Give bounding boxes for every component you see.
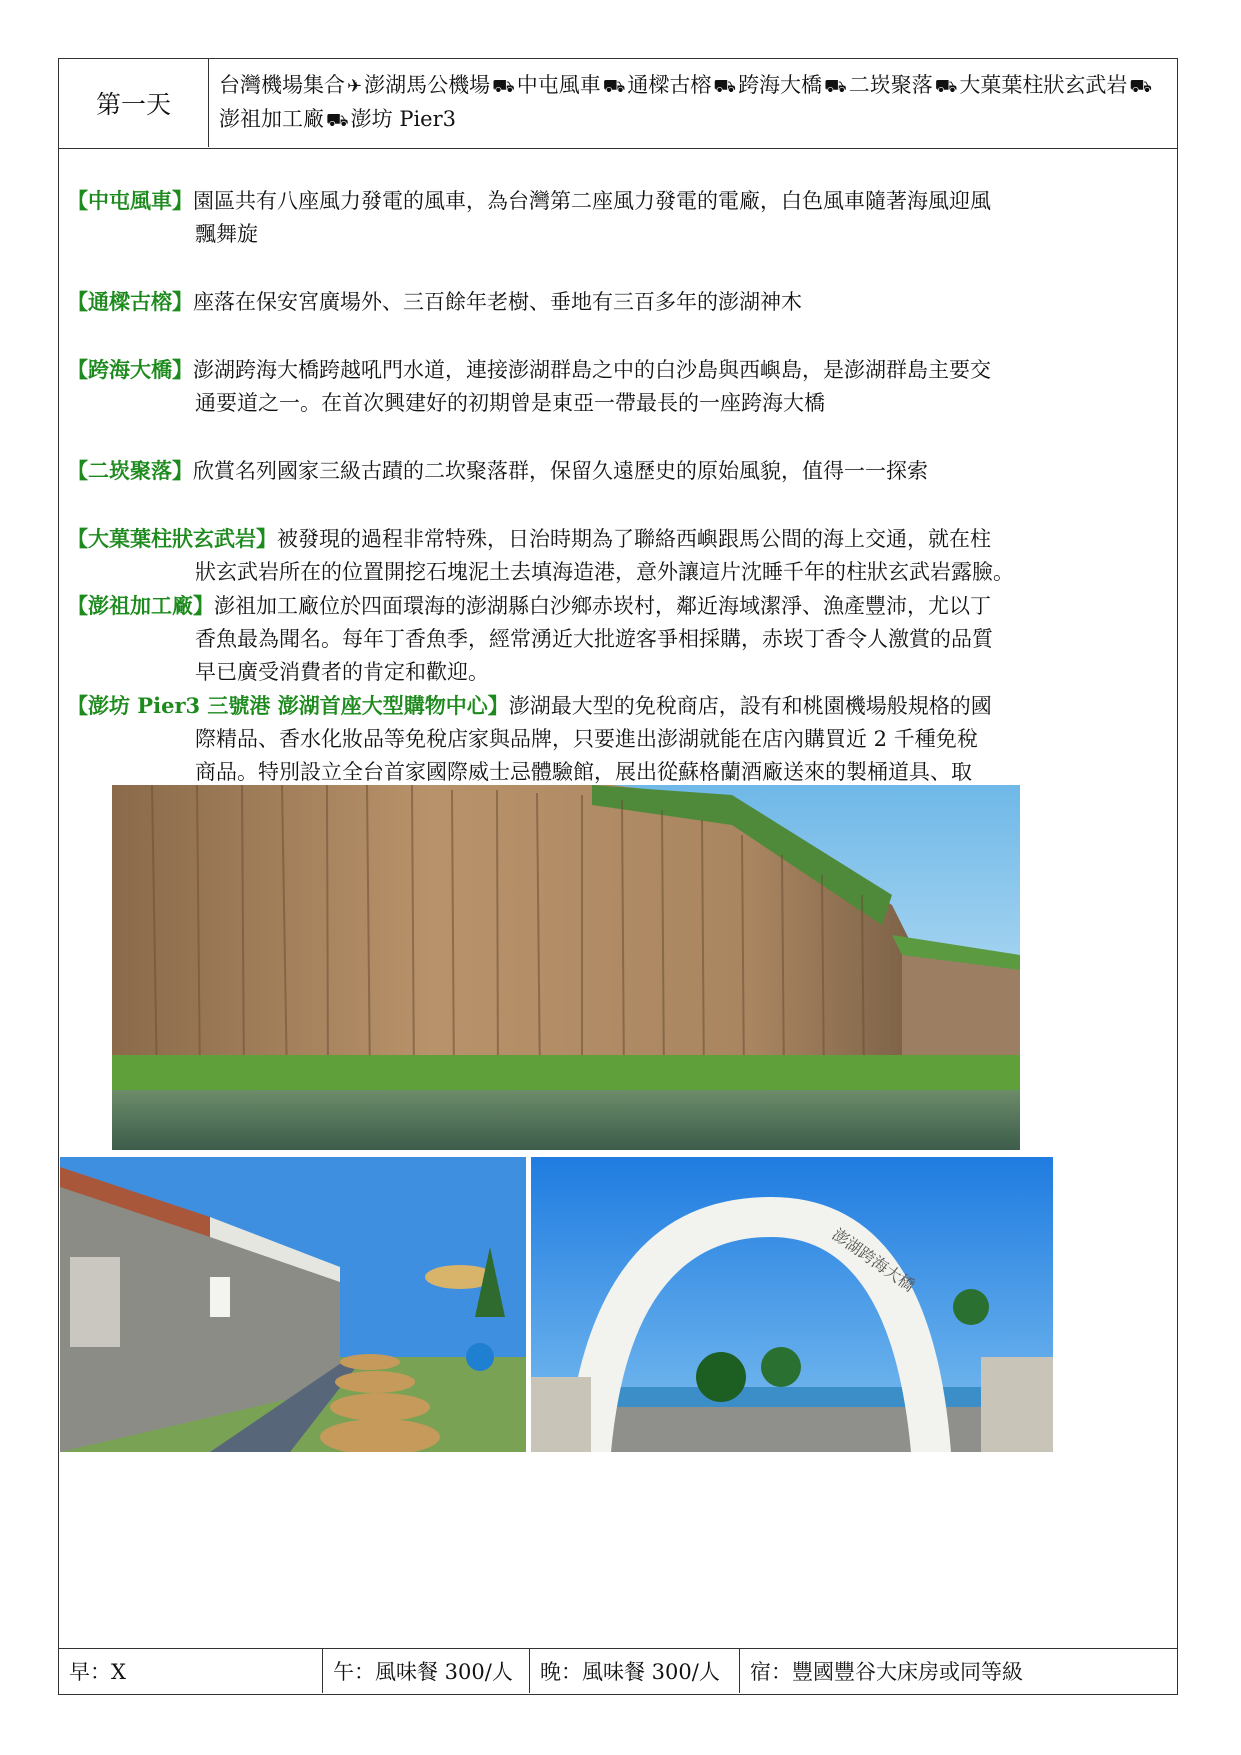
itinerary-day-frame — [58, 58, 1178, 1695]
attraction-description-line: 欣賞名列國家三級古蹟的二坎聚落群，保留久遠歷史的原始風貌，值得一一探索 — [193, 459, 928, 483]
attraction-entry — [67, 184, 1172, 251]
route-stop: 大菓葉柱狀玄武岩 — [959, 73, 1128, 97]
village-street-photo — [60, 1157, 526, 1452]
breakfast-cell: 早：X — [69, 1660, 126, 1684]
attraction-description-line: 被發現的過程非常特殊，日治時期為了聯絡西嶼跟馬公間的海上交通，就在柱 — [277, 527, 991, 551]
attraction-title: 【通樑古榕】 — [67, 289, 193, 314]
attraction-description-line: 澎湖最大型的免稅商店，設有和桃園機場般規格的國 — [508, 694, 992, 718]
route-stop: 澎湖馬公機場 — [364, 73, 491, 97]
bus-icon: ⛟ — [713, 76, 737, 97]
attraction-title: 【跨海大橋】 — [67, 357, 193, 382]
route-stop: 澎祖加工廠 — [219, 107, 324, 131]
attraction-description-line: 飄舞旋 — [195, 222, 258, 246]
plane-icon: ✈ — [347, 76, 363, 97]
entry-spacer — [67, 488, 1172, 522]
attraction-description-line: 早已廣受消費者的肯定和歡迎。 — [195, 660, 489, 684]
bus-icon: ⛟ — [492, 76, 515, 97]
attraction-description-line: 通要道之一。在首次興建好的初期曾是東亞一帶最長的一座跨海大橋 — [195, 391, 825, 415]
bridge-arch-text: 澎湖跨海大橋 — [828, 1224, 919, 1296]
attraction-entries — [67, 184, 1172, 855]
attraction-entry — [67, 454, 1172, 488]
meals-footer-row — [59, 1648, 1177, 1694]
bus-icon: ⛟ — [1129, 76, 1153, 97]
attraction-entry — [67, 285, 1172, 319]
route-stop: 二崁聚落 — [848, 73, 933, 97]
lunch-cell: 午：風味餐 300/人 — [322, 1649, 529, 1693]
lodging-cell: 宿：豐國豐谷大床房或同等級 — [739, 1649, 1177, 1693]
attraction-title: 【大菓葉柱狀玄武岩】 — [67, 526, 277, 551]
route-stop: 中屯風車 — [516, 73, 601, 97]
attraction-description-line: 座落在保安宮廣場外、三百餘年老樹、垂地有三百多年的澎湖神木 — [193, 290, 802, 314]
bus-icon: ⛟ — [326, 110, 349, 131]
attraction-description-line: 商品。特別設立全台首家國際威士忌體驗館，展出從蘇格蘭酒廠送來的製桶道具、取 — [195, 760, 972, 784]
route-line — [219, 69, 1169, 137]
attraction-title: 【二崁聚落】 — [67, 458, 193, 483]
route-stop: 通樑古榕 — [627, 73, 712, 97]
attraction-title: 【澎坊 Pier3 三號港 澎湖首座大型購物中心】 — [67, 693, 509, 718]
entry-spacer — [67, 319, 1172, 353]
day-label: 第一天 — [59, 59, 209, 147]
attraction-title: 【中屯風車】 — [67, 188, 193, 213]
dinner-cell: 晚：風味餐 300/人 — [529, 1649, 739, 1693]
attraction-description-line: 澎祖加工廠位於四面環海的澎湖縣白沙鄉赤崁村，鄰近海域潔淨、漁產豐沛，尤以丁 — [214, 594, 991, 618]
bus-icon: ⛟ — [934, 76, 958, 97]
basalt-columns-photo — [112, 785, 1020, 1150]
attraction-description-line: 香魚最為聞名。每年丁香魚季，經常湧近大批遊客爭相採購，赤崁丁香令人激賞的品質 — [195, 627, 993, 651]
route-stop: 澎坊 Pier3 — [350, 107, 457, 131]
route-stop: 台灣機場集合 — [219, 73, 345, 97]
attraction-entry — [67, 589, 1172, 689]
day-header-row — [59, 59, 1177, 149]
route-stop: 跨海大橋 — [738, 73, 823, 97]
entry-spacer — [67, 420, 1172, 454]
attraction-description-line: 澎湖跨海大橋跨越吼門水道，連接澎湖群島之中的白沙島與西嶼島，是澎湖群島主要交 — [193, 358, 991, 382]
attraction-description-line: 狀玄武岩所在的位置開挖石塊泥土去填海造港，意外讓這片沈睡千年的柱狀玄武岩露臉。 — [195, 560, 1014, 584]
bridge-arch-photo — [531, 1157, 1053, 1452]
bus-icon: ⛟ — [824, 76, 847, 97]
attraction-description-line: 園區共有八座風力發電的風車，為台灣第二座風力發電的電廠，白色風車隨著海風迎風 — [193, 189, 991, 213]
entry-spacer — [67, 251, 1172, 285]
attraction-description-line: 際精品、香水化妝品等免稅店家與品牌，只要進出澎湖就能在店內購買近 2 千種免稅 — [195, 727, 978, 751]
attraction-entry — [67, 353, 1172, 420]
attraction-title: 【澎祖加工廠】 — [67, 593, 214, 618]
bus-icon: ⛟ — [602, 76, 626, 97]
attraction-entry — [67, 522, 1172, 589]
